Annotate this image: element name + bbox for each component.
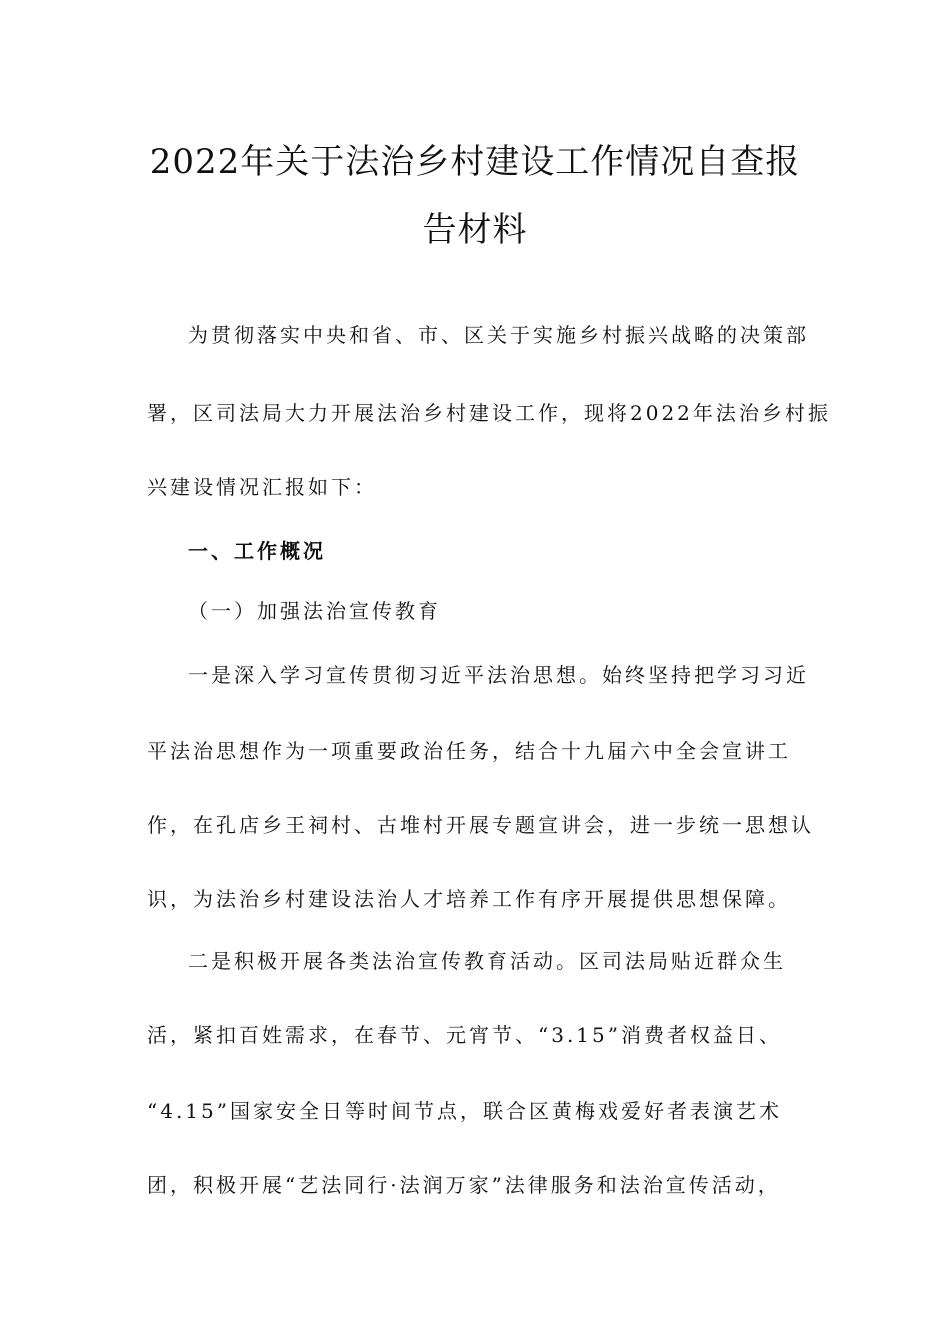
paragraph-line: 团，积极开展“艺法同行·法润万家”法律服务和法治宣传活动， [147, 1173, 781, 1197]
paragraph-line: “4.15”国家安全日等时间节点，联合区黄梅戏爱好者表演艺术 [147, 1099, 782, 1123]
paragraph-line: 平法治思想作为一项重要政治任务，结合十九届六中全会宣讲工 [147, 739, 791, 763]
paragraph-line: 二是积极开展各类法治宣传教育活动。区司法局贴近群众生 [188, 949, 786, 973]
section-heading: 一、工作概况 [188, 539, 326, 563]
paragraph-line: 活，紧扣百姓需求，在春节、元宵节、“3.15”消费者权益日、 [147, 1023, 782, 1047]
paragraph-line: 为贯彻落实中央和省、市、区关于实施乡村振兴战略的决策部 [188, 323, 809, 347]
paragraph-line: 一是深入学习宣传贯彻习近平法治思想。始终坚持把学习习近 [188, 663, 809, 687]
paragraph-line: 识，为法治乡村建设法治人才培养工作有序开展提供思想保障。 [147, 887, 791, 911]
document-title-line-1: 2022年关于法治乡村建设工作情况自查报 [149, 142, 801, 182]
subsection-heading: （一）加强法治宣传教育 [188, 599, 441, 623]
document-title-line-2: 告材料 [422, 210, 528, 250]
paragraph-line: 署，区司法局大力开展法治乡村建设工作，现将2022年法治乡村振 [147, 401, 831, 425]
paragraph-line: 作，在孔店乡王祠村、古堆村开展专题宣讲会，进一步统一思想认 [147, 813, 814, 837]
paragraph-line: 兴建设情况汇报如下： [147, 475, 377, 499]
